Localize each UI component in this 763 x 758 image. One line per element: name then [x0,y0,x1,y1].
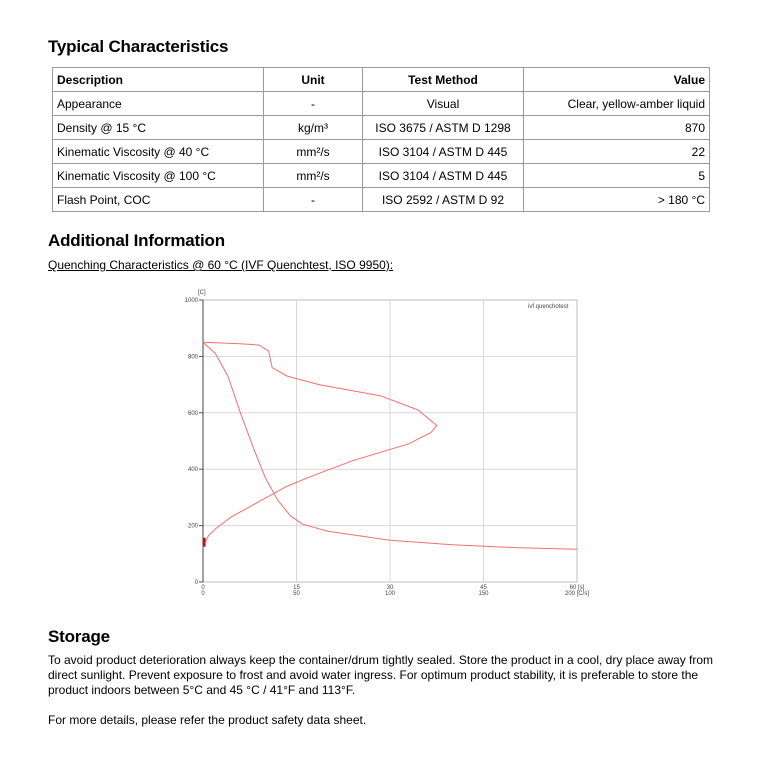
y-tick-label: 800 [187,354,198,361]
x-tick-label-time: 30 [386,585,394,591]
table-header-row [53,68,710,92]
typical-characteristics-table [52,67,710,212]
x-tick-label-time: 15 [293,585,300,591]
more-details-text: For more details, please refer the product safety data sheet. [48,713,367,727]
cell-unit: - [264,92,363,116]
x-tick-label-rate: 200 [C/s] [564,591,590,597]
y-tick-label: 0 [194,580,198,586]
chart-axes [199,300,203,582]
cell-value: Clear, yellow-amber liquid [524,92,710,116]
chart-grid [203,300,577,582]
table-row [53,164,710,188]
chart-highlight-marker [203,538,206,547]
cell-description: Density @ 15 °C [53,116,264,140]
header-test-method: Test Method [363,68,524,92]
quenching-subtitle: Quenching Characteristics @ 60 °C (IVF Quenchtest, ISO 9950): [48,258,394,272]
cell-test-method: Visual [363,92,524,116]
cell-value: 870 [524,116,710,140]
cell-description: Kinematic Viscosity @ 40 °C [53,140,264,164]
y-tick-label: 1000 [184,298,198,304]
cell-unit: - [264,188,363,212]
chart-legend: ivf quenchotest [528,304,569,310]
cell-value: 5 [524,164,710,188]
y-tick-label: 600 [187,410,198,417]
y-tick-label: 400 [187,467,198,474]
x-tick-label-time: 45 [480,585,487,591]
typical-characteristics-title: Typical Characteristics [48,37,229,56]
cell-unit: mm²/s [264,164,363,188]
table-row [53,188,710,212]
y-tick-label: 200 [187,523,198,530]
x-tick-label-rate: 150 [478,591,489,597]
cell-test-method: ISO 3675 / ASTM D 1298 [363,116,524,140]
x-tick-label-rate: 100 [384,591,396,597]
cell-test-method: ISO 2592 / ASTM D 92 [363,188,524,212]
header-value: Value [524,68,710,92]
x-tick-label-rate: 50 [293,591,300,597]
cell-test-method: ISO 3104 / ASTM D 445 [363,164,524,188]
cell-description: Kinematic Viscosity @ 100 °C [53,164,264,188]
x-tick-label-time: 0 [201,585,205,591]
table-row [53,116,710,140]
cell-test-method: ISO 3104 / ASTM D 445 [363,140,524,164]
series-cooling-rate [203,342,437,548]
cell-description: Appearance [53,92,264,116]
chart-ticks [185,298,590,597]
header-unit: Unit [264,68,363,92]
table-row [53,140,710,164]
chart-y-unit-label: [C] [198,290,206,296]
cell-value: 22 [524,140,710,164]
additional-information-title: Additional Information [48,231,225,250]
x-tick-label-time: 60 [s] [569,585,585,591]
cell-value: > 180 °C [524,188,710,212]
header-description: Description [53,68,264,92]
storage-title: Storage [48,627,110,646]
quench-chart [180,286,600,606]
cell-unit: mm²/s [264,140,363,164]
cell-unit: kg/m³ [264,116,363,140]
x-tick-label-rate: 0 [201,591,205,597]
storage-text: To avoid product deterioration always keep the container/drum tightly sealed. Store the product in a cool, dry place away from direct sunlight. Prevent exposure to frost and avoid water ingress. For optimum product stability, it is preferable to store the product indoors between 5°C and 45 °C / 41°F and 113°F. [48,653,714,697]
table-row [53,92,710,116]
cell-description: Flash Point, COC [53,188,264,212]
